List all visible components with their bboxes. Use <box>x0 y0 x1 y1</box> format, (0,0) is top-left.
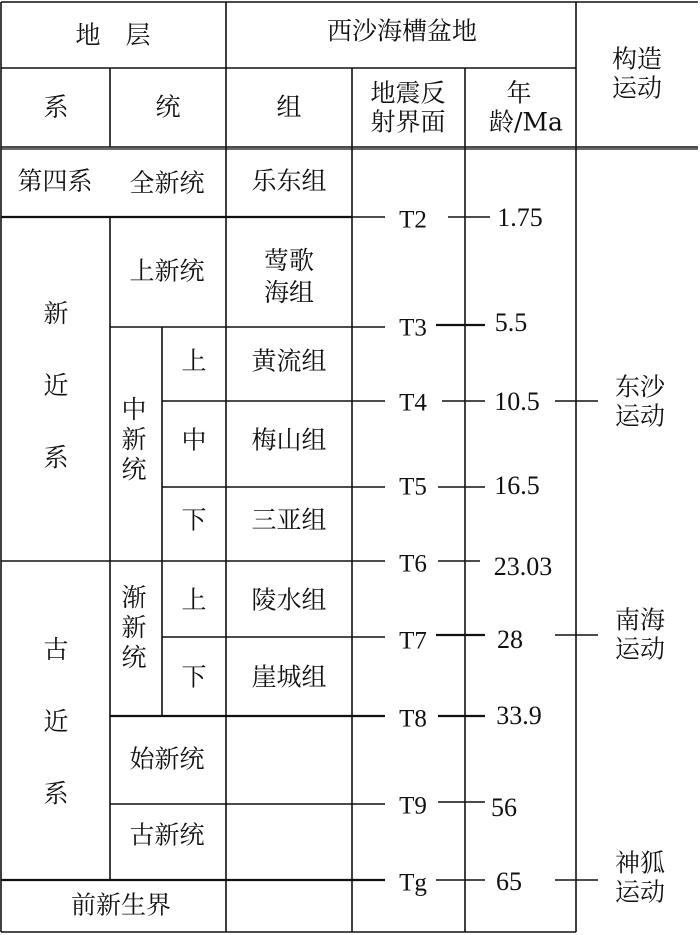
age-value: 16.5 <box>494 471 540 501</box>
header-basin: 西沙海槽盆地 <box>326 16 478 46</box>
subseries-miocene-upper: 上 <box>181 346 207 376</box>
header-seismic-reflector: 地震反射界面 <box>370 78 446 136</box>
age-value: 5.5 <box>494 308 528 338</box>
system-pre-cenozoic: 前新生界 <box>70 890 172 920</box>
age-value: 10.5 <box>494 387 540 417</box>
tectonic-dongsha: 东沙运动 <box>614 372 665 430</box>
age-value: 28 <box>497 625 523 655</box>
system-neogene: 新近系 <box>43 299 69 472</box>
header-system: 系 <box>43 92 69 122</box>
reflector-label: T3 <box>399 314 427 342</box>
reflector-label: T8 <box>399 705 427 733</box>
series-paleocene: 古新统 <box>129 820 205 850</box>
reflector-label: Tg <box>399 869 427 897</box>
series-eocene: 始新统 <box>129 744 205 774</box>
reflector-label: T4 <box>399 389 427 417</box>
header-age: 年龄/Ma <box>489 78 563 136</box>
age-value: 65 <box>496 867 522 897</box>
reflector-label: T5 <box>399 473 427 501</box>
reflector-label: T6 <box>399 550 427 578</box>
header-strata: 地 层 <box>75 20 151 50</box>
reflector-label: T7 <box>399 627 427 655</box>
formation-yinggehai: 莺歌海组 <box>263 246 314 307</box>
reflector-label: T9 <box>399 792 427 820</box>
subseries-oligocene-lower: 下 <box>181 662 207 692</box>
age-value: 1.75 <box>497 203 543 233</box>
age-value: 33.9 <box>496 701 542 731</box>
formation-ledong: 乐东组 <box>251 166 327 196</box>
system-paleogene: 古近系 <box>43 635 69 808</box>
series-pliocene: 上新统 <box>129 256 205 286</box>
age-value: 23.03 <box>493 552 553 582</box>
series-oligocene: 渐新统 <box>121 583 147 672</box>
tectonic-nanhai: 南海运动 <box>614 605 665 663</box>
series-holocene: 全新统 <box>129 168 205 198</box>
header-formation: 组 <box>276 92 302 122</box>
formation-lingshui: 陵水组 <box>251 585 327 615</box>
reflector-label: T2 <box>399 206 427 234</box>
formation-huangliu: 黄流组 <box>251 346 327 376</box>
formation-meishan: 梅山组 <box>251 425 327 455</box>
series-miocene: 中新统 <box>121 395 147 484</box>
tectonic-shenhu: 神狐运动 <box>614 848 665 906</box>
subseries-oligocene-upper: 上 <box>181 585 207 615</box>
header-series: 统 <box>155 92 181 122</box>
system-quaternary: 第四系 <box>17 166 93 196</box>
formation-yacheng: 崖城组 <box>251 662 327 692</box>
subseries-miocene-lower: 下 <box>181 505 207 535</box>
formation-sanya: 三亚组 <box>251 505 327 535</box>
header-tectonic: 构造运动 <box>611 44 662 102</box>
subseries-miocene-middle: 中 <box>181 425 207 455</box>
age-value: 56 <box>491 793 517 823</box>
